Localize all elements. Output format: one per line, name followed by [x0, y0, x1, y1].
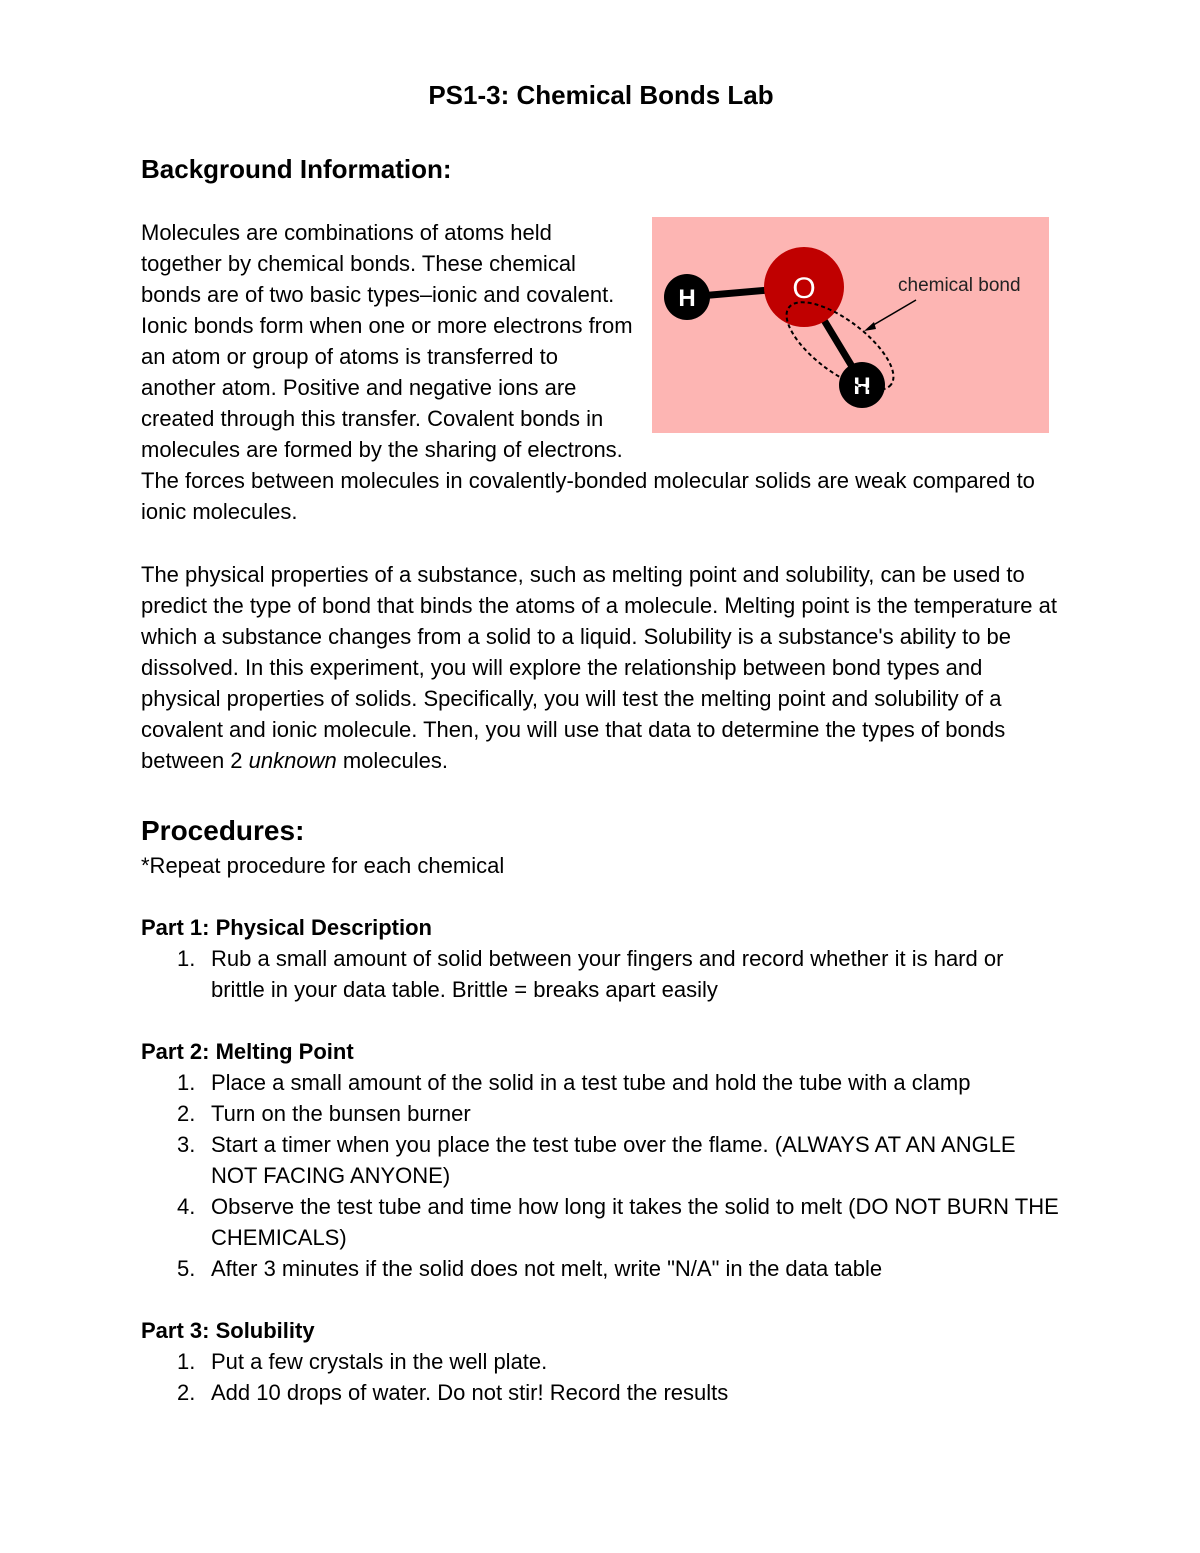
list-item: [141, 1067, 1061, 1098]
step-number: 3.: [177, 1132, 196, 1157]
part-1-heading: Part 1: Physical Description: [141, 915, 432, 940]
background-paragraph-2: [141, 559, 1061, 776]
step-text: Put a few crystals in the well plate.: [211, 1349, 548, 1374]
step-number: 5.: [177, 1256, 196, 1281]
step-text: Start a timer when you place the test tube over the flame. (ALWAYS AT AN ANGLE NOT FACING ANYONE): [211, 1132, 1016, 1188]
procedures-note: *Repeat procedure for each chemical: [141, 853, 505, 878]
background-paragraph-1-text: Molecules are combinations of atoms held together by chemical bonds. These chemical bonds are of two basic types–ionic and covalent. Ionic bonds form when one or more electrons from an atom or group of atoms is transferred to another atom. Positive and negative ions are created through this transfer. Covalent bonds in molecules are formed by the sharing of electrons. The forces between molecules in covalently-bonded molecular solids are weak compared to ionic molecules.: [141, 220, 1035, 524]
water-molecule-diagram: [652, 217, 1049, 433]
step-text: Observe the test tube and time how long it takes the solid to melt (DO NOT BURN THE CHEMICALS): [211, 1194, 1059, 1250]
label-arrow-head: [864, 322, 876, 331]
step-number: 2.: [177, 1101, 196, 1126]
paragraph-2-emphasis: unknown: [248, 748, 337, 773]
step-text: Rub a small amount of solid between your fingers and record whether it is hard or brittle in your data table. Brittle = breaks apart easily: [211, 946, 1004, 1002]
background-paragraph-1: [141, 217, 1061, 527]
water-molecule-figure: [652, 217, 1049, 433]
step-text: Add 10 drops of water. Do not stir! Record the results: [211, 1380, 729, 1405]
procedures-heading: Procedures:: [141, 815, 305, 846]
paragraph-2-text-b: molecules.: [336, 748, 448, 773]
step-number: 1.: [177, 1070, 196, 1095]
chemical-bond-label: chemical bond: [898, 275, 1021, 296]
part-3-section: [141, 1315, 1061, 1408]
document-title: PS1-3: Chemical Bonds Lab: [428, 80, 774, 110]
background-heading: Background Information:: [141, 154, 452, 184]
list-item: [141, 1098, 1061, 1129]
part-3-heading: Part 3: Solubility: [141, 1318, 315, 1343]
step-text: Place a small amount of the solid in a test tube and hold the tube with a clamp: [211, 1070, 971, 1095]
list-item: [141, 1129, 1061, 1191]
part-1-section: [141, 912, 1061, 1005]
oxygen-label: O: [792, 272, 816, 305]
label-arrow-line: [870, 300, 916, 327]
hydrogen-2-label: H: [853, 373, 871, 400]
list-item: [141, 1346, 1061, 1377]
step-number: 1.: [177, 946, 196, 971]
document-page: [141, 78, 1061, 1408]
step-text: After 3 minutes if the solid does not melt, write "N/A" in the data table: [211, 1256, 883, 1281]
step-text: Turn on the bunsen burner: [211, 1101, 471, 1126]
part-2-steps: [141, 1067, 1061, 1284]
list-item: [141, 1377, 1061, 1408]
step-number: 1.: [177, 1349, 196, 1374]
list-item: [141, 1191, 1061, 1253]
list-item: [141, 1253, 1061, 1284]
part-2-section: [141, 1036, 1061, 1284]
paragraph-2-text-a: The physical properties of a substance, such as melting point and solubility, can be used to predict the type of bond that binds the atoms of a molecule. Melting point is the temperature at which a substance changes from a solid to a liquid. Solubility is a substance's ability to be dissolved. In this experiment, you will explore the relationship between bond types and physical properties of solids. Specifically, you will test the melting point and solubility of a covalent and ionic molecule. Then, you will use that data to determine the types of bonds between 2: [141, 562, 1057, 773]
step-number: 2.: [177, 1380, 196, 1405]
part-1-steps: [141, 943, 1061, 1005]
part-2-heading: Part 2: Melting Point: [141, 1039, 354, 1064]
hydrogen-1-label: H: [678, 285, 696, 312]
part-3-steps: [141, 1346, 1061, 1408]
list-item: [141, 943, 1061, 1005]
step-number: 4.: [177, 1194, 196, 1219]
